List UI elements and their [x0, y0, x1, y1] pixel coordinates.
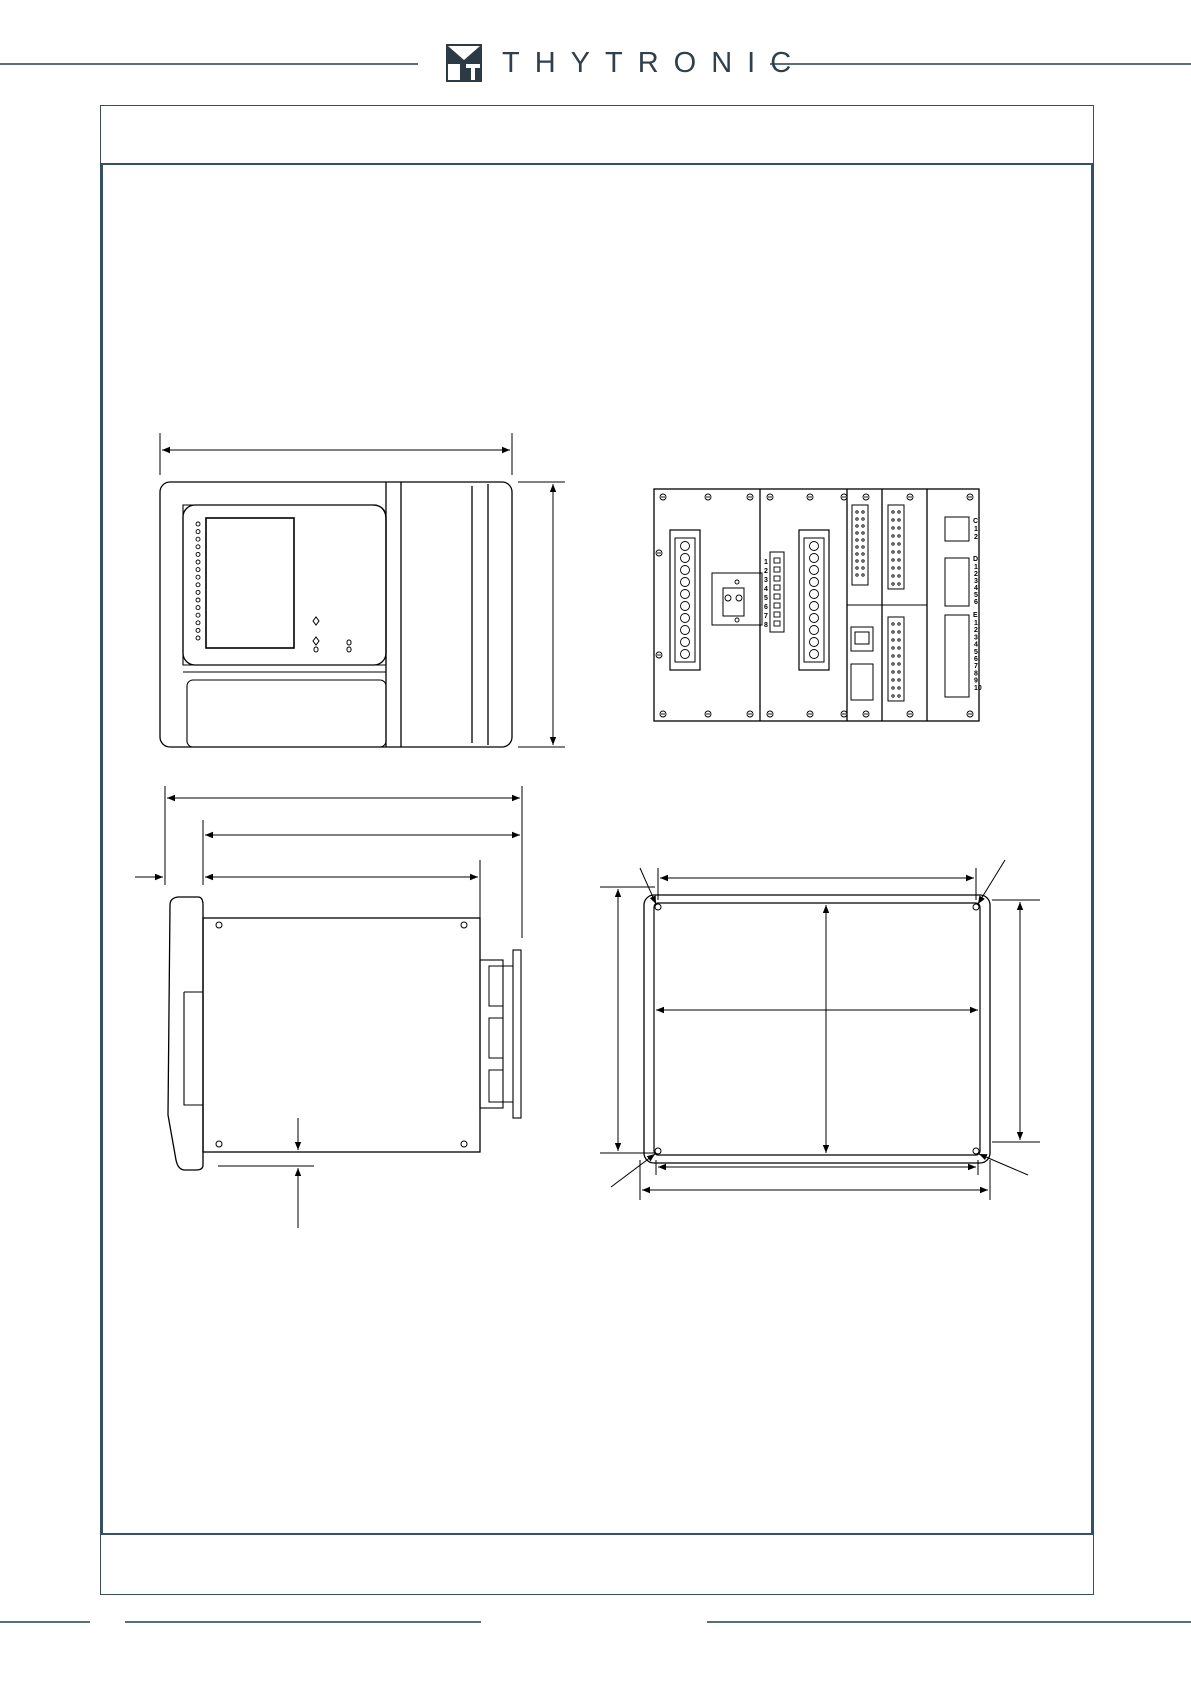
terminal-e-number: 4: [974, 641, 978, 649]
terminal-screw: [810, 542, 819, 551]
led-indicator: [196, 552, 200, 556]
front-leds: [196, 522, 200, 640]
terminal-mid-number: 4: [764, 586, 768, 593]
connector-pin: [898, 671, 900, 673]
connector-pin: [892, 511, 894, 513]
connector-pin: [856, 539, 858, 541]
connector-pin: [862, 553, 864, 555]
terminal-screw: [681, 566, 690, 575]
connector-pin: [862, 560, 864, 562]
terminal-screw: [810, 554, 819, 563]
connector-pin: [892, 623, 894, 625]
connector-pin: [898, 511, 900, 513]
connector-pin: [856, 560, 858, 562]
connector-pin: [892, 567, 894, 569]
terminal-e-number: 8: [974, 670, 978, 678]
terminal-d-number: 2: [974, 571, 978, 578]
terminal-screw: [810, 590, 819, 599]
led-indicator: [196, 628, 200, 632]
led-indicator: [196, 636, 200, 640]
connector-pin: [892, 695, 894, 697]
connector-pin: [898, 663, 900, 665]
terminal-screw: [681, 614, 690, 623]
shunt-screw: [736, 595, 742, 601]
terminal-pin: [774, 585, 780, 590]
brand-name: THYTRONIC: [502, 47, 807, 79]
terminal-mid-number: 5: [764, 595, 768, 602]
side-view: [135, 786, 522, 1228]
led-indicator: [196, 583, 200, 587]
connector-pin: [898, 575, 900, 577]
terminal-pin: [774, 558, 780, 563]
connector-pin: [856, 567, 858, 569]
terminal-pin: [774, 594, 780, 599]
terminal-pin: [774, 576, 780, 581]
terminal-e-number: 1: [974, 620, 978, 627]
led-indicator: [196, 545, 200, 549]
connector-pin: [892, 679, 894, 681]
terminal-pin: [774, 567, 780, 572]
led-indicator: [196, 575, 200, 579]
led-indicator: [196, 537, 200, 541]
terminal-e-number: 9: [974, 677, 978, 685]
terminal-pin: [774, 621, 780, 626]
terminal-screw: [681, 626, 690, 635]
connector-pin: [892, 519, 894, 521]
connector-pin: [892, 583, 894, 585]
shunt-hole: [735, 618, 739, 622]
connector-pin: [898, 679, 900, 681]
connector-pin: [898, 527, 900, 529]
connector-pin: [862, 518, 864, 520]
terminal-mid-number: 6: [764, 604, 768, 611]
connector-pin: [892, 687, 894, 689]
terminal-mid-number: 8: [764, 622, 768, 629]
terminal-screw: [681, 578, 690, 587]
terminal-pin: [774, 603, 780, 608]
connector-pin: [892, 527, 894, 529]
connector-pin: [856, 525, 858, 527]
terminal-screw: [810, 614, 819, 623]
connector-pin: [898, 631, 900, 633]
terminal-e-number: 6: [974, 656, 978, 663]
connector-pin: [856, 518, 858, 520]
terminal-e-number: 10: [974, 684, 982, 692]
terminal-e-letter: E: [973, 612, 978, 619]
led-indicator: [196, 590, 200, 594]
terminal-mid-number: 1: [764, 559, 768, 566]
terminal-c-letter: C: [973, 518, 979, 525]
connector-pin: [898, 559, 900, 561]
terminal-d-number: 5: [974, 592, 978, 599]
terminal-d-number: 1: [974, 564, 978, 571]
terminal-c-number: 1: [974, 526, 978, 533]
terminal-screw: [681, 602, 690, 611]
connector-pin: [862, 532, 864, 534]
connector-pin: [898, 623, 900, 625]
connector-pin: [892, 551, 894, 553]
connector-pin: [898, 639, 900, 641]
terminal-mid-number: 2: [764, 568, 768, 575]
terminal-screw: [810, 638, 819, 647]
connector-pin: [862, 539, 864, 541]
connector-pin: [892, 535, 894, 537]
terminal-d-number: 4: [974, 585, 978, 592]
panel-cutout-view: [600, 860, 1040, 1200]
shunt-screw: [725, 595, 731, 601]
terminal-screw: [810, 566, 819, 575]
terminal-screw: [681, 590, 690, 599]
connector-pin: [898, 647, 900, 649]
connector-pin: [862, 546, 864, 548]
connector-pin: [892, 647, 894, 649]
connector-pin: [898, 583, 900, 585]
front-view: [160, 433, 565, 747]
connector-pin: [898, 551, 900, 553]
rear-view: [654, 489, 979, 721]
connector-pin: [862, 525, 864, 527]
terminal-e-number: 7: [974, 663, 978, 671]
terminal-screw: [810, 650, 819, 659]
terminal-mid-number: 7: [764, 613, 768, 620]
terminal-e-number: 5: [974, 648, 978, 656]
led-indicator: [196, 522, 200, 526]
connector-pin: [856, 553, 858, 555]
terminal-pin: [774, 612, 780, 617]
connector-pin: [898, 687, 900, 689]
connector-pin: [862, 567, 864, 569]
connector-pin: [856, 546, 858, 548]
led-indicator: [196, 568, 200, 572]
connector-pin: [892, 575, 894, 577]
connector-pin: [862, 511, 864, 513]
terminal-screw: [810, 602, 819, 611]
terminal-e-number: 2: [974, 627, 978, 635]
terminal-e-number: 3: [974, 634, 978, 642]
led-indicator: [196, 530, 200, 534]
connector-pin: [898, 695, 900, 697]
connector-pin: [892, 663, 894, 665]
terminal-screw: [810, 578, 819, 587]
terminal-mid-number: 3: [764, 577, 768, 584]
connector-pin: [892, 631, 894, 633]
led-indicator: [196, 621, 200, 625]
terminal-screw: [681, 650, 690, 659]
terminal-screw: [810, 626, 819, 635]
connector-pin: [898, 535, 900, 537]
connector-pin: [856, 532, 858, 534]
connector-pin: [898, 519, 900, 521]
terminal-d-number: 3: [974, 578, 978, 585]
terminal-screw: [681, 638, 690, 647]
connector-pin: [892, 639, 894, 641]
connector-pin: [898, 655, 900, 657]
terminal-screw: [681, 554, 690, 563]
connector-pin: [856, 574, 858, 576]
connector-pin: [892, 655, 894, 657]
connector-pin: [892, 559, 894, 561]
terminal-c-number: 2: [974, 534, 978, 541]
connector-pin: [892, 671, 894, 673]
connector-pin: [898, 543, 900, 545]
terminal-d-letter: D: [973, 556, 979, 563]
connector-pin: [898, 567, 900, 569]
terminal-screw: [681, 542, 690, 551]
connector-pin: [892, 543, 894, 545]
led-indicator: [196, 606, 200, 610]
led-indicator: [196, 598, 200, 602]
connector-pin: [856, 511, 858, 513]
led-indicator: [196, 560, 200, 564]
terminal-d-number: 6: [974, 599, 978, 606]
led-indicator: [196, 613, 200, 617]
shunt-hole: [735, 580, 739, 584]
connector-pin: [862, 574, 864, 576]
